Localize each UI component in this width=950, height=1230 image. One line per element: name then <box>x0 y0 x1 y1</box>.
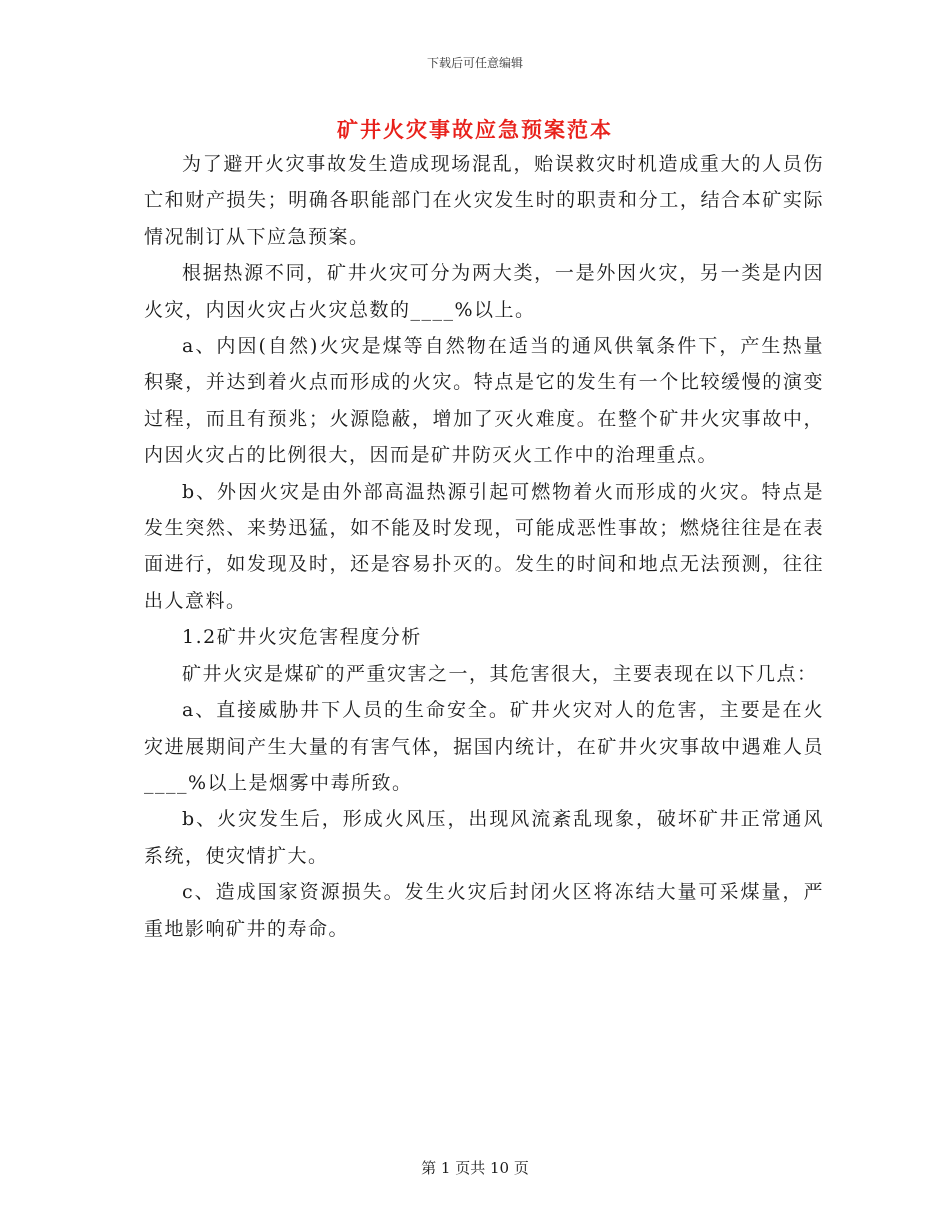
document-title: 矿井火灾事故应急预案范本 <box>337 117 613 142</box>
paragraph-intro: 为了避开火灾事故发生造成现场混乱，贻误救灾时机造成重大的人员伤亡和财产损失；明确各职能部门在火灾发生时的职责和分工，结合本矿实际情况制订从下应急预案。 <box>144 153 824 248</box>
paragraph-internal-fire: a、内因(自然)火灾是煤等自然物在适当的通风供氧条件下，产生热量积聚，并达到着火点而形成的火灾。特点是它的发生有一个比较缓慢的演变过程，而且有预兆；火源隐蔽，增加了灭火难度。在整个矿井火灾事故中，内因火灾占的比例很大，因而是矿井防灭火工作中的治理重点。 <box>144 335 824 467</box>
page-header-note: 下载后可任意编辑 <box>426 56 523 70</box>
section-heading-hazard-analysis: 1.2矿井火灾危害程度分析 <box>182 626 422 649</box>
paragraph-classification: 根据热源不同，矿井火灾可分为两大类，一是外因火灾，另一类是内因火灾，内因火灾占火灾总数的____%以上。 <box>144 262 824 321</box>
paragraph-hazard-intro: 矿井火灾是煤矿的严重灾害之一，其危害很大，主要表现在以下几点： <box>182 662 818 685</box>
paragraph-hazard-c: c、造成国家资源损失。发生火灾后封闭火区将冻结大量可采煤量，严重地影响矿井的寿命。 <box>144 881 824 940</box>
page-footer-number: 第 1 页共 10 页 <box>421 1159 529 1177</box>
document-body <box>144 146 824 947</box>
paragraph-external-fire: b、外因火灾是由外部高温热源引起可燃物着火而形成的火灾。特点是发生突然、来势迅猛，如不能及时发现，可能成恶性事故；燃烧往往是在表面进行，如发现及时，还是容易扑灭的。发生的时间和地点无法预测，往往出人意料。 <box>144 480 824 612</box>
paragraph-hazard-b: b、火灾发生后，形成火风压，出现风流紊乱现象，破坏矿井正常通风系统，使灾情扩大。 <box>144 808 824 867</box>
paragraph-hazard-a: a、直接威胁井下人员的生命安全。矿井火灾对人的危害，主要是在火灾进展期间产生大量的有害气体，据国内统计，在矿井火灾事故中遇难人员____%以上是烟雾中毒所致。 <box>144 699 824 794</box>
